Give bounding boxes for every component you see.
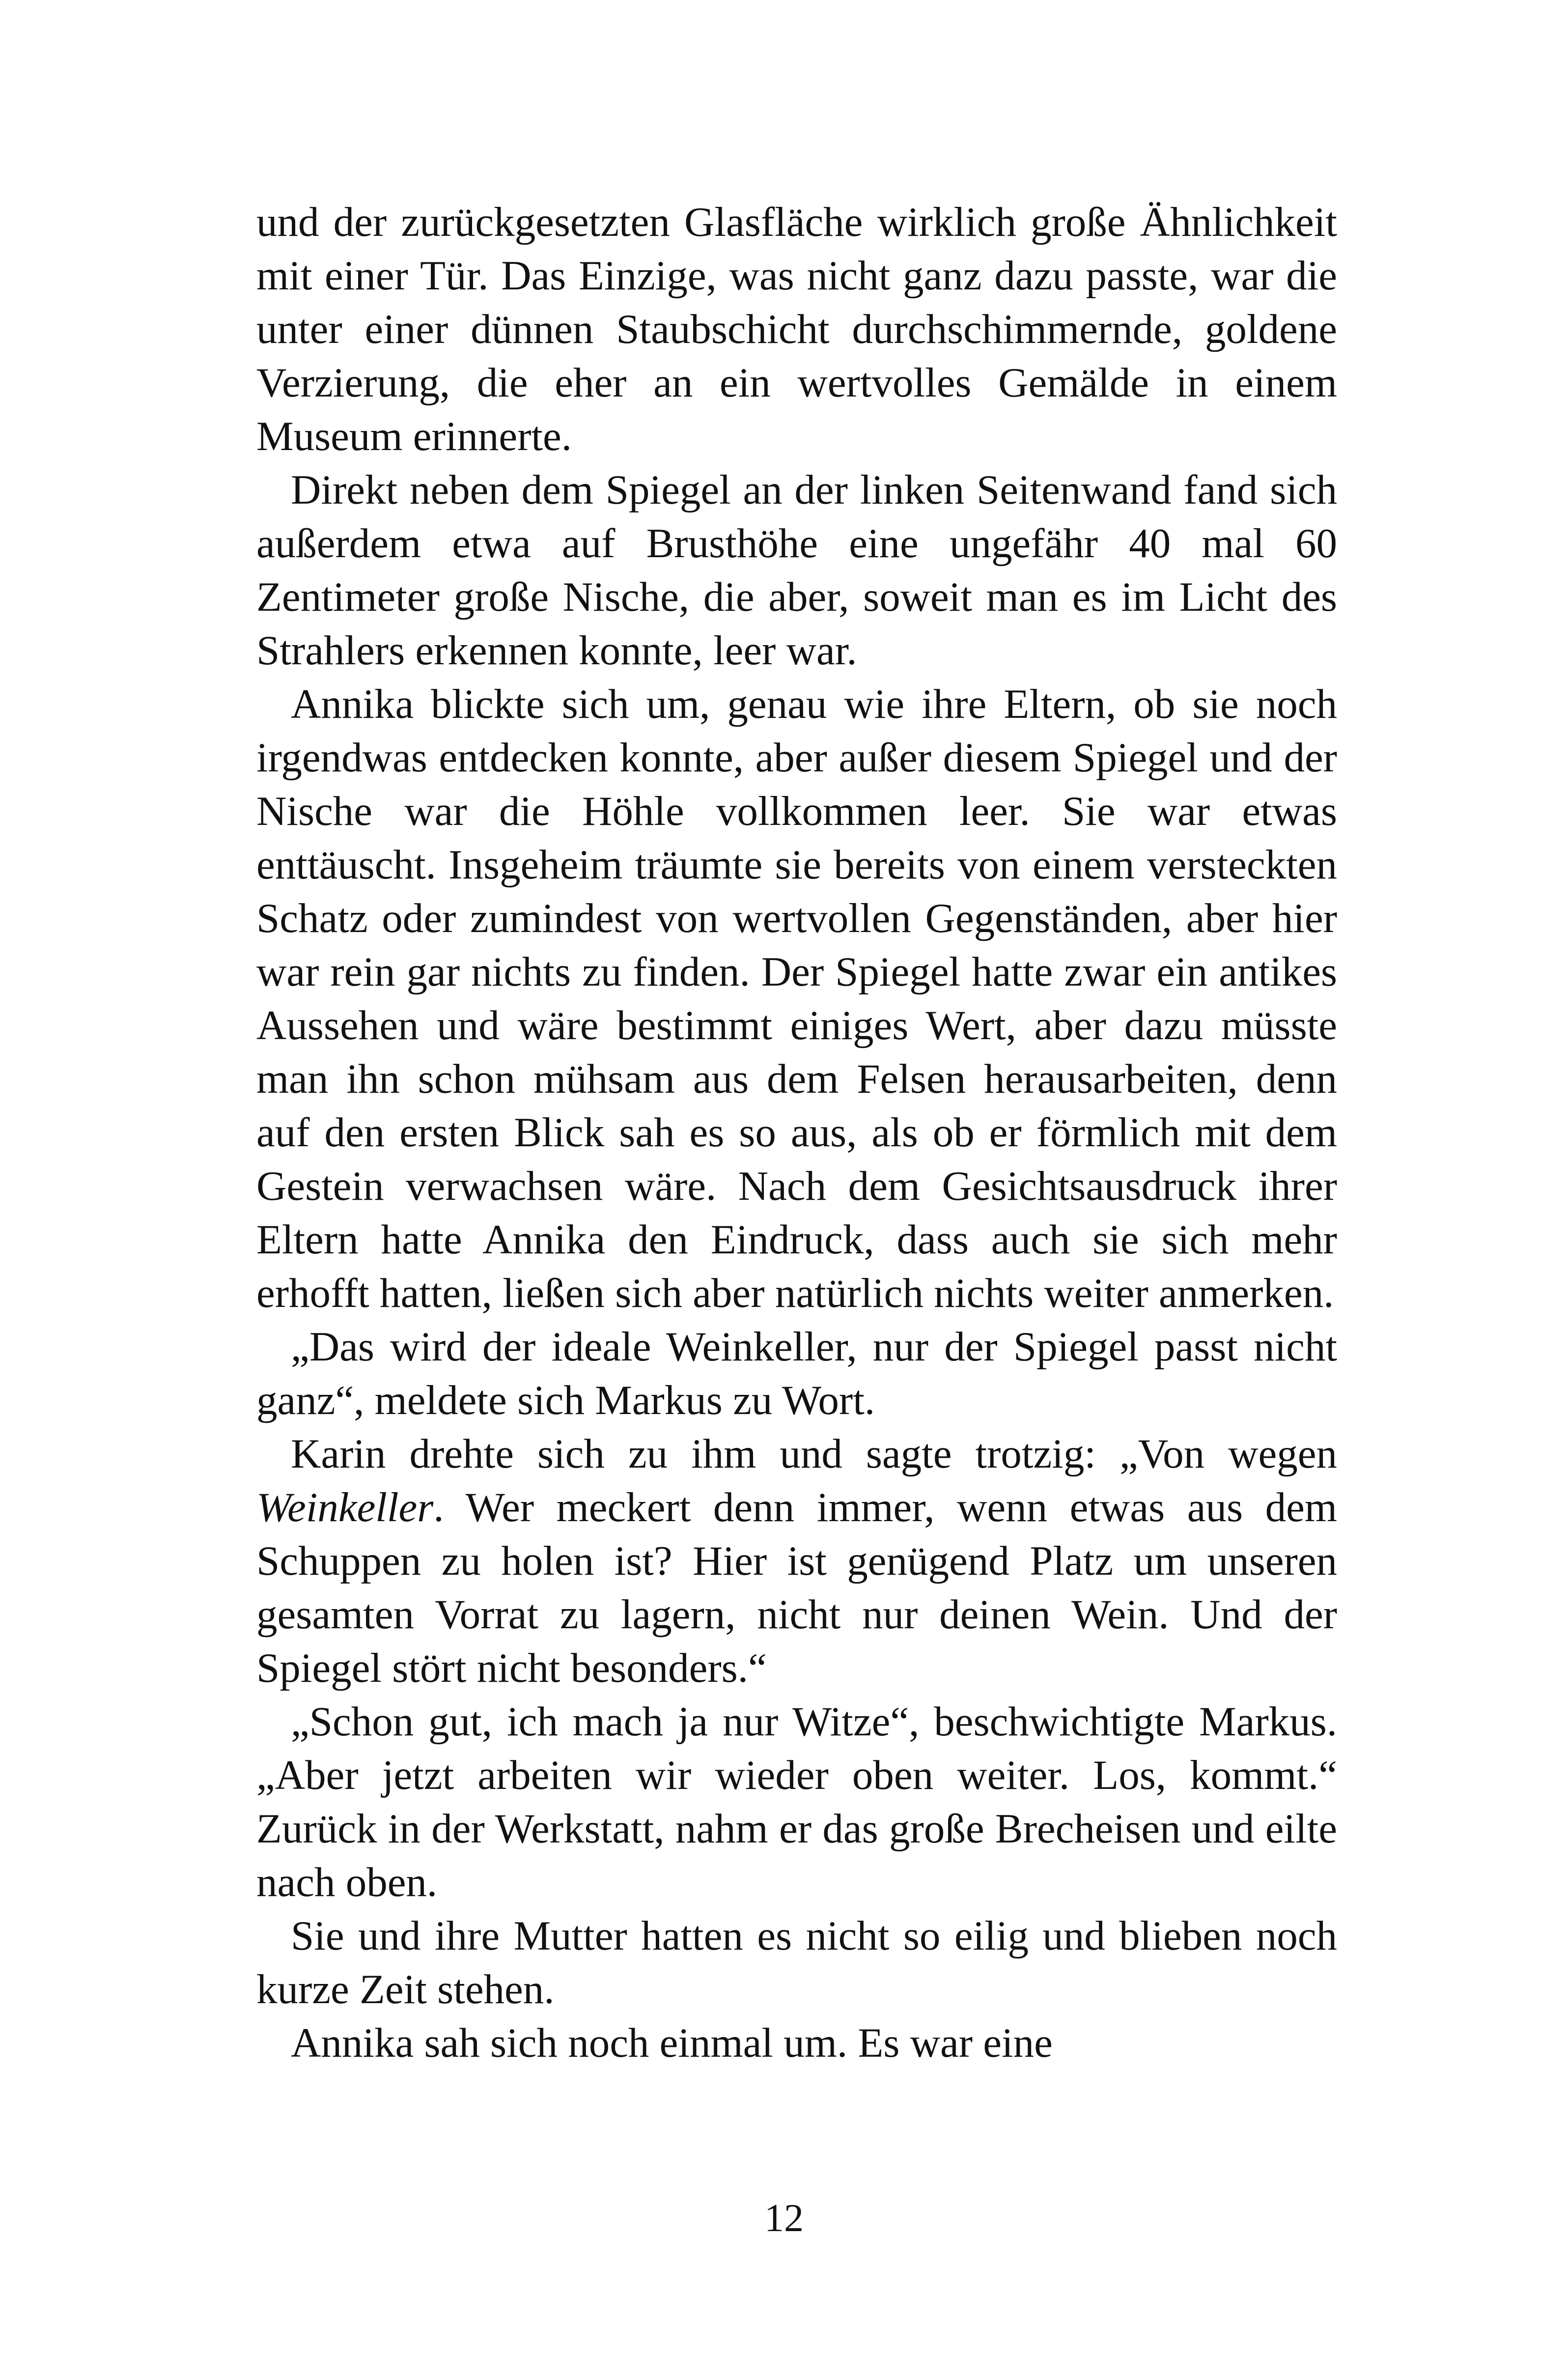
paragraph-3 bbox=[256, 678, 1337, 1320]
body-text bbox=[256, 196, 1337, 2070]
paragraph-1-text: und der zurückgesetzten Glasfläche wirklich große Ähnlichkeit mit einer Tür. Das Einzige, was nicht ganz dazu passte, war die unter einer dünnen Staubschicht durchschimmernde, goldene Verzierung, die eher an ein wertvolles Gemälde in einem Museum erinnerte. bbox=[256, 199, 1337, 459]
paragraph-7-text: Sie und ihre Mutter hatten es nicht so eilig und blieben noch kurze Zeit stehen. bbox=[256, 1913, 1337, 2012]
paragraph-6-text: „Schon gut, ich mach ja nur Witze“, beschwichtigte Markus. „Aber jetzt arbeiten wir wieder oben weiter. Los, kommt.“ Zurück in der Werkstatt, nahm er das große Brecheisen und eilte nach oben. bbox=[256, 1699, 1337, 1905]
page-number: 12 bbox=[764, 2197, 804, 2240]
paragraph-8 bbox=[256, 2016, 1337, 2070]
paragraph-4 bbox=[256, 1320, 1337, 1427]
paragraph-4-text: „Das wird der ideale Weinkeller, nur der Spiegel passt nicht ganz“, meldete sich Markus zu Wort. bbox=[256, 1324, 1337, 1423]
paragraph-5 bbox=[256, 1427, 1337, 1695]
paragraph-6 bbox=[256, 1695, 1337, 1909]
paragraph-7 bbox=[256, 1909, 1337, 2016]
paragraph-1 bbox=[256, 196, 1337, 463]
paragraph-5-text-b: . Wer meckert denn immer, wenn etwas aus dem Schuppen zu holen ist? Hier ist genügend Platz um unseren gesamten Vorrat zu lagern, nicht nur deinen Wein. Und der Spiegel stört nicht besonders.“ bbox=[256, 1484, 1337, 1691]
paragraph-8-text: Annika sah sich noch einmal um. Es war eine bbox=[291, 2020, 1053, 2066]
paragraph-5-text-a: Karin drehte sich zu ihm und sagte trotzig: „Von wegen bbox=[291, 1431, 1337, 1477]
paragraph-3-text: Annika blickte sich um, genau wie ihre Eltern, ob sie noch irgendwas entdecken konnte, aber außer diesem Spiegel und der Nische war die Höhle vollkommen leer. Sie war etwas enttäuscht. Insgeheim träumte sie bereits von einem versteckten Schatz oder zumindest von wertvollen Gegenständen, aber hier war rein gar nichts zu finden. Der Spiegel hatte zwar ein antikes Aussehen und wäre bestimmt einiges Wert, aber dazu müsste man ihn schon mühsam aus dem Felsen herausarbeiten, denn auf den ersten Blick sah es so aus, als ob er förmlich mit dem Gestein verwachsen wäre. Nach dem Gesichtsausdruck ihrer Eltern hatte Annika den Eindruck, dass auch sie sich mehr erhofft hatten, ließen sich aber natürlich nichts weiter anmerken. bbox=[256, 681, 1337, 1316]
paragraph-2-text: Direkt neben dem Spiegel an der linken Seitenwand fand sich außerdem etwa auf Brusthöhe eine ungefähr 40 mal 60 Zentimeter große Nische, die aber, soweit man es im Licht des Strahlers erkennen konnte, leer war. bbox=[256, 467, 1337, 674]
paragraph-5-italic-word: Weinkeller bbox=[256, 1484, 434, 1530]
paragraph-2 bbox=[256, 463, 1337, 678]
